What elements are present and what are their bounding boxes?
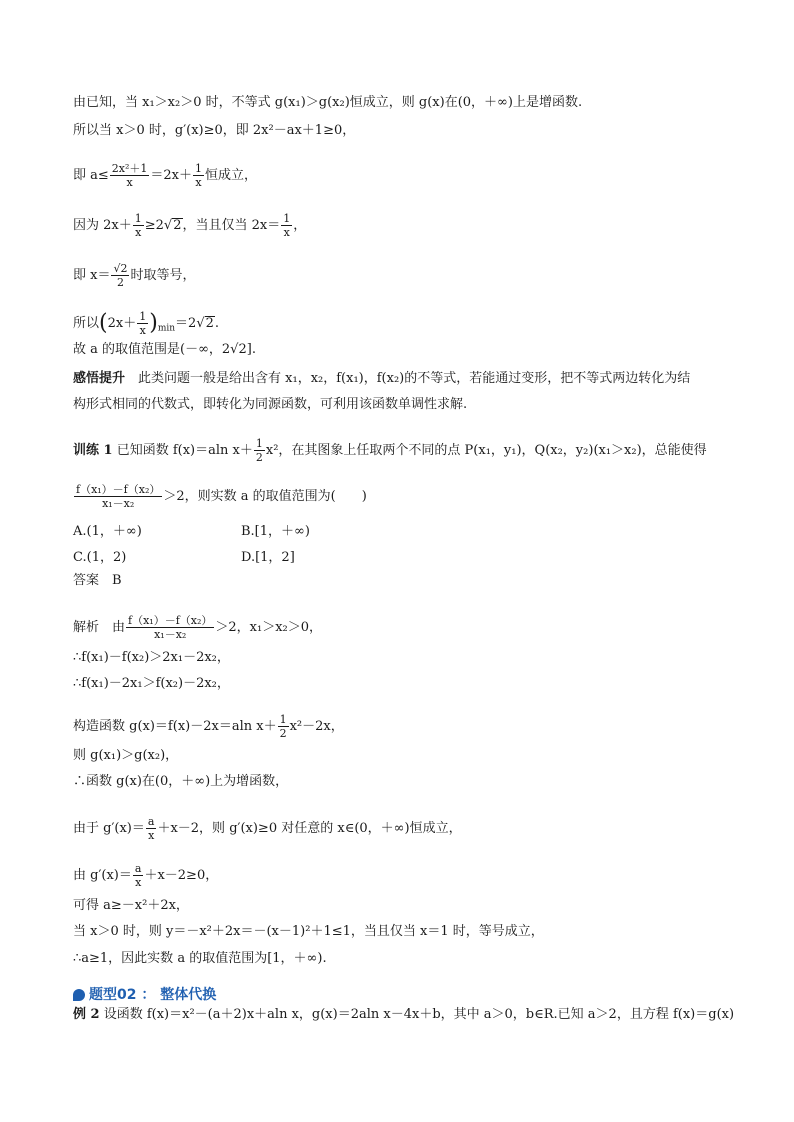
text-line: 则 g(x₁)＞g(x₂)， (73, 748, 179, 763)
text-line: ∴f(x₁)－f(x₂)＞2x₁－2x₂， (73, 650, 230, 665)
text-line: ∴f(x₁)－2x₁＞f(x₂)－2x₂， (73, 676, 230, 691)
text-line: 构形式相同的代数式，即转化为同源函数，可利用该函数单调性求解. (73, 397, 468, 412)
text-line: 例 2 设函数 f(x)＝x²－(a＋2)x＋aln x，g(x)＝2aln x－4x＋b，其中 a＞0，b∈R.已知 a＞2，且方程 f(x)＝g(x) (73, 1007, 735, 1022)
text-line: 故 a 的取值范围是(－∞，2√2]. (73, 342, 256, 357)
text-line: 即 a≤ $\frac{\text{2x²＋1}}{x}$ ＝2x＋ $\frac{1}{x}$ 恒成立， (73, 162, 258, 189)
text-line: 训练 1 已知函数 f(x)＝aln x＋ $\frac{1}{2}$ x²，在其图象上任取两个不同的点 P(x₁，y₁)，Q(x₂，y₂)(x₁＞x₂)，总能使得 (73, 437, 707, 464)
text-line: 可得 a≥－x²＋2x， (73, 898, 189, 913)
text-line: 感悟提升 此类问题一般是给出含有 x₁，x₂，f(x₁)，f(x₂)的不等式，若能通过变形，把不等式两边转化为结 (73, 371, 691, 386)
text-line: 由已知，当 x₁＞x₂＞0 时，不等式 g(x₁)＞g(x₂)恒成立，则 g(x)在(0，＋∞)上是增函数. (73, 95, 583, 110)
bullet-icon (73, 989, 85, 1001)
text-line: 当 x＞0 时，则 y＝－x²＋2x＝－(x－1)²＋1≤1，当且仅当 x＝1 时，等号成立， (73, 924, 544, 939)
option-b: B.[1，＋∞) (241, 524, 310, 539)
text-line: 由 g′(x)＝ $\frac{a}{x}$ ＋x－2≥0， (73, 862, 219, 889)
option-c: C.(1，2) (73, 550, 127, 565)
text-line: ∴函数 g(x)在(0，＋∞)上为增函数， (73, 774, 289, 789)
text-line: $\frac{\text{f（x₁）－f（x₂）}}{\text{x₁－x₂}}$ ＞2，则实数 a 的取值范围为( ) (76, 483, 367, 510)
section-heading: 题型02 ： 整体代换 (73, 984, 216, 1004)
text-line: 构造函数 g(x)＝f(x)－2x＝aln x＋ $\frac{1}{2}$ x²－2x， (73, 713, 344, 740)
option-d: D.[1，2] (241, 550, 295, 565)
text-line: 所以当 x＞0 时，g′(x)≥0，即 2x²－ax＋1≥0， (73, 123, 356, 138)
text-line: 即 x＝ $\frac{√2}{2}$ 时取等号， (73, 262, 196, 289)
text-line: 所以(2x＋ $\frac{1}{x}$ )$_{min}=2√2$. (73, 310, 220, 337)
text-line: 由于 g′(x)＝ $\frac{a}{x}$ ＋x－2，则 g′(x)≥0 对任意的 x∈(0，＋∞)恒成立， (73, 815, 462, 842)
option-a: A.(1，＋∞) (73, 524, 142, 539)
answer: 答案 B (73, 573, 122, 588)
text-line: 解析 由 $\frac{\text{f（x₁）－f（x₂）}}{\text{x₁－x₂}}$ ＞2，x₁＞x₂＞0， (73, 614, 323, 641)
text-line: 因为 2x＋ $\frac{1}{x}$ ≥2√2，当且仅当 2x＝ $\frac{1}{x}$ ， (73, 212, 307, 239)
text-line: ∴a≥1，因此实数 a 的取值范围为[1，＋∞). (73, 951, 327, 966)
